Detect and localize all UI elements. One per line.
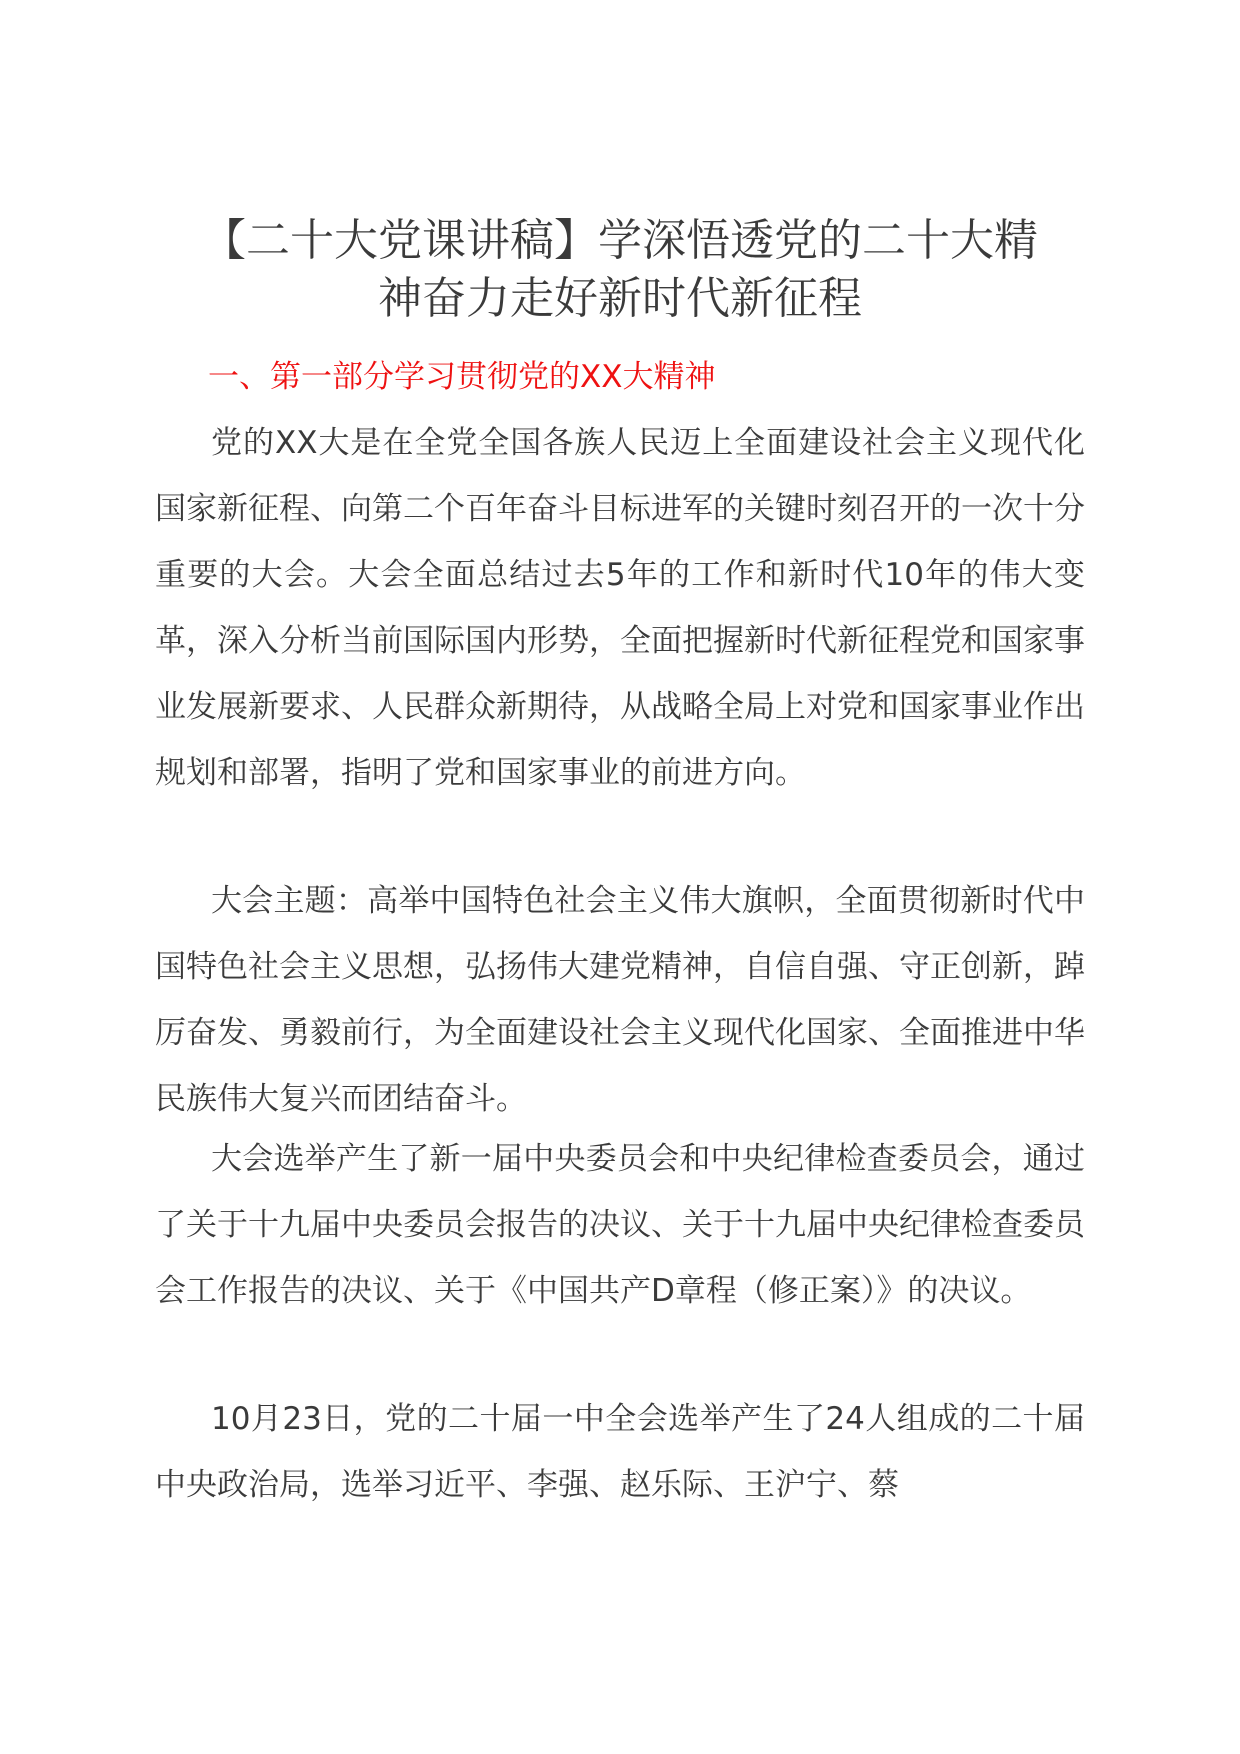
paragraph-congress-overview: 党的XX大是在全党全国各族人民迈上全面建设社会主义现代化国家新征程、向第二个百年奋斗目标进军的关键时刻召开的一次十分重要的大会。大会全面总结过去5年的工作和新时代10年的伟大变革，深入分析当前国际国内形势，全面把握新时代新征程党和国家事业发展新要求、人民群众新期待，从战略全局上对党和国家事业作出规划和部署，指明了党和国家事业的前进方向。 — [155, 425, 1085, 791]
paragraph-congress-elections: 大会选举产生了新一届中央委员会和中央纪律检查委员会，通过了关于十九届中央委员会报告的决议、关于十九届中央纪律检查委员会工作报告的决议、关于《中国共产D章程（修正案）》的决议。 — [155, 1141, 1085, 1309]
paragraph-plenary-session: 10月23日，党的二十届一中全会选举产生了24人组成的二十届中央政治局，选举习近平、李强、赵乐际、王沪宁、蔡 — [155, 1401, 1085, 1503]
section-heading: 一、第一部分学习贯彻党的XX大精神 — [208, 359, 716, 395]
title-line-1: 【二十大党课讲稿】学深悟透党的二十大精 — [202, 215, 1038, 266]
title-line-2: 神奋力走好新时代新征程 — [378, 273, 862, 324]
paragraph-congress-theme: 大会主题：高举中国特色社会主义伟大旗帜，全面贯彻新时代中国特色社会主义思想，弘扬伟大建党精神，自信自强、守正创新，踔厉奋发、勇毅前行，为全面建设社会主义现代化国家、全面推进中华民族伟大复兴而团结奋斗。 — [155, 883, 1085, 1117]
document-title — [150, 212, 1090, 328]
